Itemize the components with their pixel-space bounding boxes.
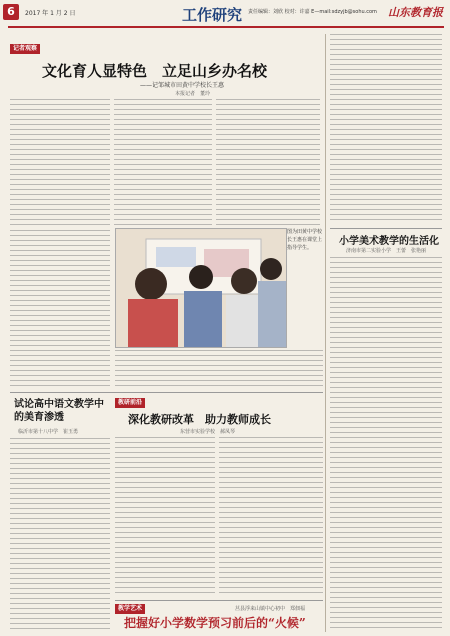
article4-body-col1 xyxy=(115,437,215,597)
column-title: 工作研究 xyxy=(182,6,243,24)
article2-title: 小学美术教学的生活化 xyxy=(339,236,439,247)
newspaper-logo: 山东教育报 xyxy=(388,6,443,19)
article5-byline: 莒县浮来山镇中心初中 郑佃福 xyxy=(235,606,306,612)
article1-bottom-rule xyxy=(10,392,323,393)
article2-byline: 济南市第二实验小学 王蕾 张艳丽 xyxy=(346,248,427,254)
page-header xyxy=(0,0,450,26)
article1-body-col3 xyxy=(216,99,320,227)
article1-body-col2 xyxy=(114,99,212,227)
article4-body-col2 xyxy=(219,437,323,597)
right-column-text-top xyxy=(330,34,442,224)
article1-tag: 记者观察 xyxy=(10,44,40,54)
article1-title: 文化育人显特色 立足山乡办名校 xyxy=(42,62,268,80)
article1-body-col1 xyxy=(10,99,110,227)
classroom-photo xyxy=(115,228,287,348)
article4-bottom-rule xyxy=(115,600,323,601)
header-rule xyxy=(8,26,444,28)
photo-caption: 图为田黄中学校长王惠在课堂上指导学生。 xyxy=(287,229,323,251)
article3-title: 试论高中语文教学中的美育渗透 xyxy=(14,399,104,423)
article3-title-line1 xyxy=(14,398,104,424)
article1-subtitle: ——记邹城市田黄中学校长王惠 xyxy=(140,82,225,89)
issue-date: 2017 年 1 月 2 日 xyxy=(25,10,76,17)
article4-tag: 教研前沿 xyxy=(115,398,145,408)
article5-tag: 教学艺术 xyxy=(115,604,145,614)
article3-byline: 临沂市第十八中学 崔玉勇 xyxy=(18,429,79,435)
article1-body-continued xyxy=(115,350,323,390)
article4-title: 深化教研改革 助力教师成长 xyxy=(128,413,271,426)
article2-body xyxy=(330,257,442,632)
article1-body-col1b xyxy=(10,230,110,388)
article5-title: 把握好小学数学预习前后的“火候” xyxy=(124,616,306,630)
page-number: 6 xyxy=(3,4,19,20)
article4-byline: 东营市实验学校 郝凤琴 xyxy=(180,429,236,435)
classroom-illustration xyxy=(116,229,286,347)
photo-caption-box xyxy=(287,228,323,346)
article3-body xyxy=(10,438,110,632)
right-column-rule xyxy=(330,228,442,229)
column-divider xyxy=(325,34,326,632)
editor-meta: 责任编辑：刘欣 校对：许嘉 E—mail:sdzyjb@sohu.com xyxy=(248,9,377,15)
article1-byline: 本报记者 董玲 xyxy=(175,91,211,97)
